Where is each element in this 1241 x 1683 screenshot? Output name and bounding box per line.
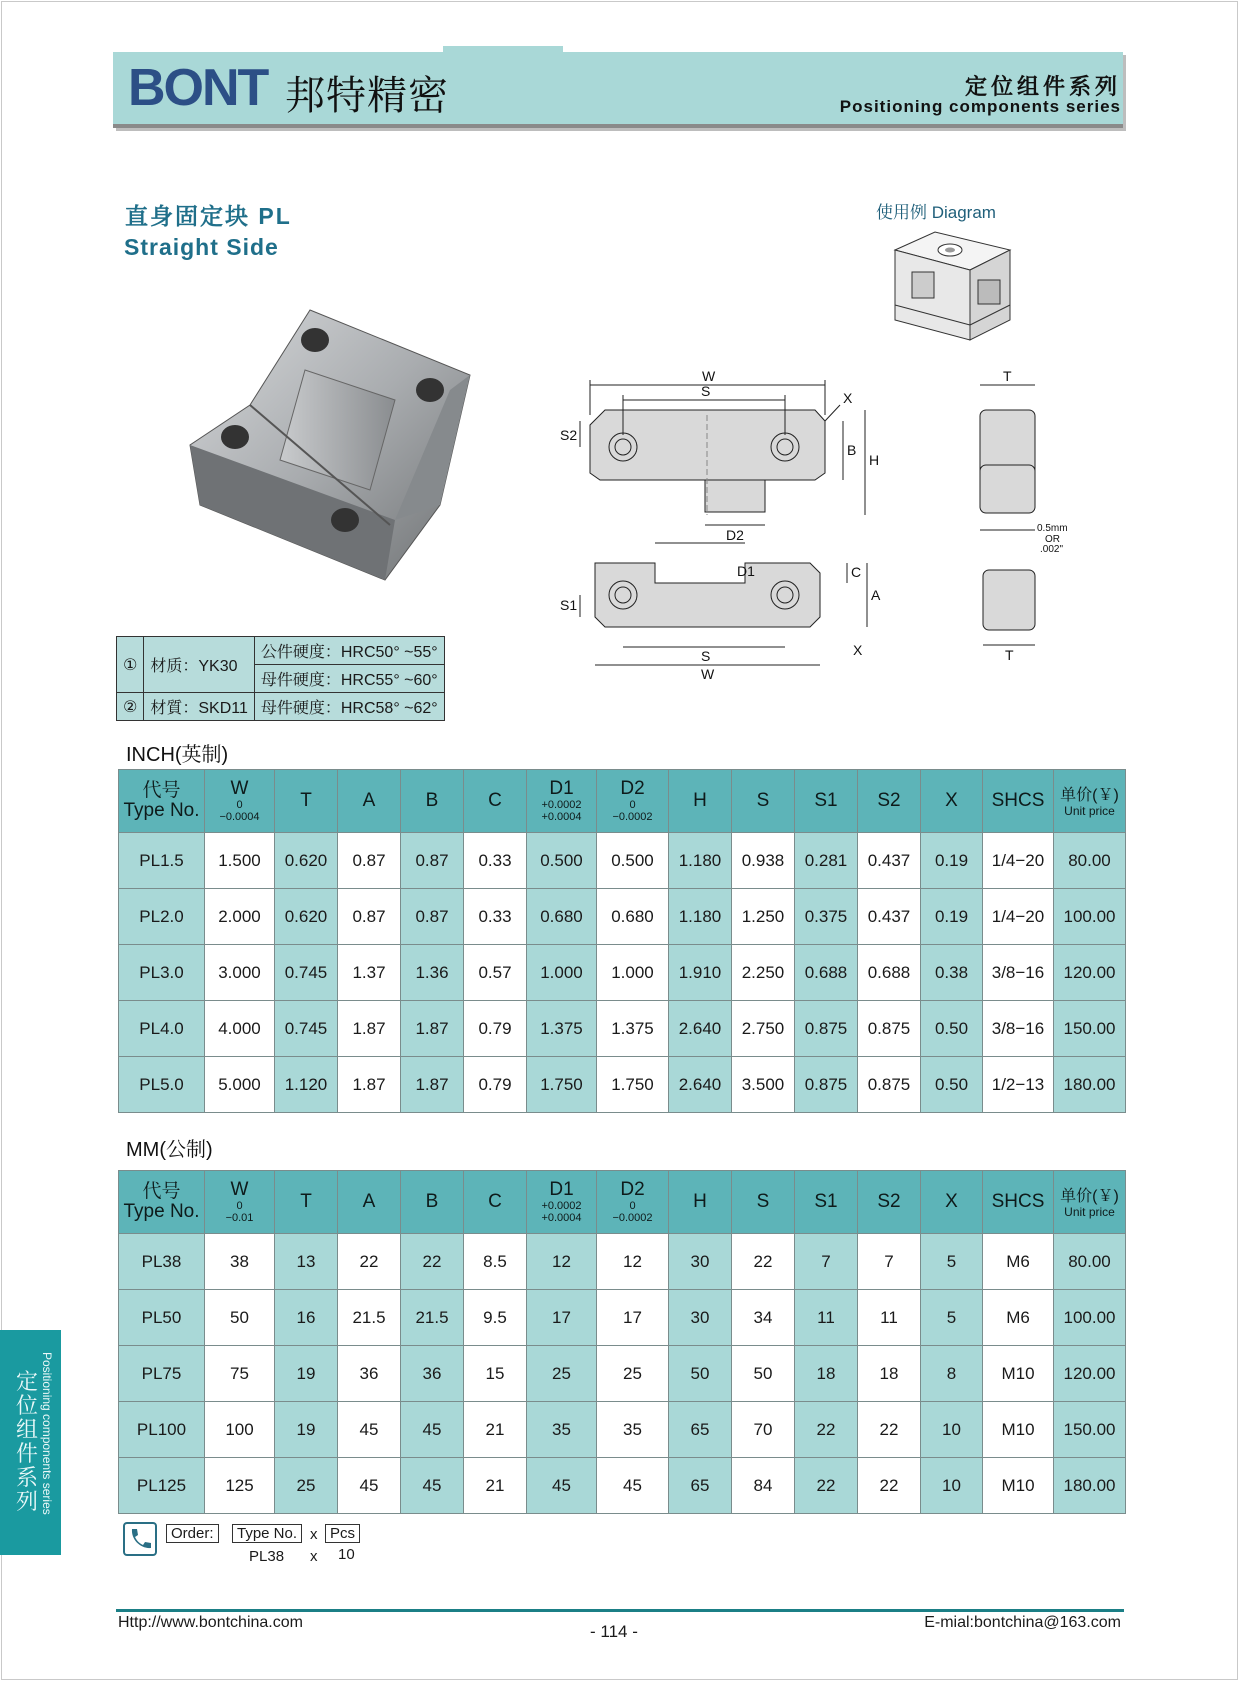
table-row xyxy=(119,1001,1126,1057)
table-cell: 100.00 xyxy=(1054,1290,1126,1346)
table-cell: 0.688 xyxy=(795,945,858,1001)
inch-section-label: INCH(英制) xyxy=(126,744,229,766)
table-cell: 0.79 xyxy=(464,1057,527,1113)
table-cell: M10 xyxy=(983,1402,1054,1458)
table-cell: 17 xyxy=(597,1290,669,1346)
table-cell: 22 xyxy=(795,1402,858,1458)
table-cell: 120.00 xyxy=(1054,1346,1126,1402)
table-cell: 0.19 xyxy=(921,833,983,889)
table-cell: 125 xyxy=(205,1458,275,1514)
table-cell: 1.250 xyxy=(732,889,795,945)
table-cell: 12 xyxy=(527,1234,597,1290)
table-cell: 0.620 xyxy=(275,833,338,889)
table-cell: 2.640 xyxy=(669,1057,732,1113)
table-cell: PL75 xyxy=(119,1346,205,1402)
table-cell: M10 xyxy=(983,1346,1054,1402)
table-cell: 1.375 xyxy=(597,1001,669,1057)
table-cell: 0.281 xyxy=(795,833,858,889)
table-cell: 30 xyxy=(669,1290,732,1346)
table-cell: 1.375 xyxy=(527,1001,597,1057)
table-cell: 50 xyxy=(732,1346,795,1402)
table-cell: 18 xyxy=(858,1346,921,1402)
col-w: W 0 −0.01 xyxy=(205,1171,275,1234)
table-cell: 45 xyxy=(401,1402,464,1458)
material-hardness: 母件硬度：HRC58° ~62° xyxy=(254,693,444,721)
table-cell: 7 xyxy=(858,1234,921,1290)
series-title-cn: 定位组件系列 xyxy=(964,74,1121,99)
table-cell: 9.5 xyxy=(464,1290,527,1346)
col-h: H xyxy=(669,770,732,833)
col-a: A xyxy=(338,770,401,833)
col-d2: D2 0 −0.0002 xyxy=(597,1171,669,1234)
col-s2: S2 xyxy=(858,770,921,833)
material-table xyxy=(116,636,445,721)
table-cell: 0.620 xyxy=(275,889,338,945)
table-cell: 30 xyxy=(669,1234,732,1290)
dim-gap-inch: .002" xyxy=(1040,544,1064,555)
table-cell: 1.750 xyxy=(597,1057,669,1113)
dim-x: X xyxy=(843,390,853,406)
col-w: W 0 −0.0004 xyxy=(205,770,275,833)
table-cell: 80.00 xyxy=(1054,1234,1126,1290)
table-cell: 21 xyxy=(464,1402,527,1458)
table-cell: 1.87 xyxy=(338,1057,401,1113)
table-cell: 1.910 xyxy=(669,945,732,1001)
table-cell: 1/2−13 xyxy=(983,1057,1054,1113)
dim-s2: S2 xyxy=(560,427,578,443)
table-cell: 8 xyxy=(921,1346,983,1402)
mm-table xyxy=(118,1170,1126,1514)
table-cell: 0.875 xyxy=(858,1001,921,1057)
table-cell: 13 xyxy=(275,1234,338,1290)
table-row xyxy=(119,1057,1126,1113)
dim-d2: D2 xyxy=(726,527,744,543)
table-cell: 50 xyxy=(669,1346,732,1402)
material-name: 材質：SKD11 xyxy=(144,693,255,721)
dim-s1: S1 xyxy=(560,597,578,613)
dim-gap: 0.5mm xyxy=(1037,523,1068,534)
table-cell: 0.500 xyxy=(527,833,597,889)
order-type-label: Type No. xyxy=(232,1524,302,1543)
col-s1: S1 xyxy=(795,770,858,833)
table-cell: 0.19 xyxy=(921,889,983,945)
table-cell: 5.000 xyxy=(205,1057,275,1113)
logo-text: BONT xyxy=(128,59,268,117)
order-pcs-label: Pcs xyxy=(325,1524,360,1543)
table-cell: 36 xyxy=(338,1346,401,1402)
col-price: 单价(￥) Unit price xyxy=(1054,1171,1126,1234)
table-cell: 25 xyxy=(527,1346,597,1402)
table-cell: 0.87 xyxy=(401,833,464,889)
table-cell: 0.50 xyxy=(921,1001,983,1057)
dim-w: W xyxy=(702,368,716,384)
table-cell: 34 xyxy=(732,1290,795,1346)
usage-diagram xyxy=(890,230,1015,345)
table-cell: 21 xyxy=(464,1458,527,1514)
dim-s-bottom: S xyxy=(701,648,711,664)
table-cell: 0.875 xyxy=(858,1057,921,1113)
col-s2: S2 xyxy=(858,1171,921,1234)
table-cell: 0.680 xyxy=(527,889,597,945)
table-cell: 2.750 xyxy=(732,1001,795,1057)
dim-c: C xyxy=(851,564,862,580)
table-cell: 25 xyxy=(597,1346,669,1402)
material-hardness: 公件硬度：HRC50° ~55° xyxy=(254,637,444,665)
table-cell: 4.000 xyxy=(205,1001,275,1057)
dim-t: T xyxy=(1003,368,1012,384)
table-cell: 100.00 xyxy=(1054,889,1126,945)
mm-section-label: MM(公制) xyxy=(126,1139,213,1161)
col-c: C xyxy=(464,770,527,833)
product-title-cn: 直身固定块 PL xyxy=(125,203,292,229)
table-cell: 0.87 xyxy=(338,833,401,889)
dim-gap-or: OR xyxy=(1045,534,1060,545)
table-cell: PL100 xyxy=(119,1402,205,1458)
table-cell: 19 xyxy=(275,1402,338,1458)
sidebar-title-cn: 定位组件系列 xyxy=(15,1369,38,1514)
table-row xyxy=(119,1402,1126,1458)
table-cell: 11 xyxy=(795,1290,858,1346)
brand-logo xyxy=(128,58,268,117)
table-cell: 1.000 xyxy=(527,945,597,1001)
table-cell: 0.57 xyxy=(464,945,527,1001)
table-cell: 45 xyxy=(401,1458,464,1514)
table-cell: 0.938 xyxy=(732,833,795,889)
table-cell: 0.500 xyxy=(597,833,669,889)
table-cell: 12 xyxy=(597,1234,669,1290)
table-cell: 45 xyxy=(338,1458,401,1514)
col-type: 代号 Type No. xyxy=(119,770,205,833)
table-cell: 150.00 xyxy=(1054,1001,1126,1057)
col-x: X xyxy=(921,1171,983,1234)
table-cell: 0.745 xyxy=(275,1001,338,1057)
table-cell: 120.00 xyxy=(1054,945,1126,1001)
col-a: A xyxy=(338,1171,401,1234)
table-row xyxy=(119,945,1126,1001)
table-cell: 1.120 xyxy=(275,1057,338,1113)
col-t: T xyxy=(275,1171,338,1234)
table-cell: 15 xyxy=(464,1346,527,1402)
table-cell: 0.437 xyxy=(858,889,921,945)
col-type: 代号 Type No. xyxy=(119,1171,205,1234)
dim-w-bottom: W xyxy=(701,666,715,682)
table-cell: 10 xyxy=(921,1402,983,1458)
table-cell: 3/8−16 xyxy=(983,945,1054,1001)
table-cell: 1.750 xyxy=(527,1057,597,1113)
table-cell: 0.375 xyxy=(795,889,858,945)
dim-x-bottom: X xyxy=(853,642,863,658)
col-s: S xyxy=(732,770,795,833)
col-d1: D1 +0.0002 +0.0004 xyxy=(527,770,597,833)
table-row xyxy=(119,833,1126,889)
table-cell: 3/8−16 xyxy=(983,1001,1054,1057)
table-cell: 5 xyxy=(921,1290,983,1346)
table-cell: PL2.0 xyxy=(119,889,205,945)
table-cell: 38 xyxy=(205,1234,275,1290)
table-cell: 36 xyxy=(401,1346,464,1402)
material-num: ② xyxy=(117,693,144,721)
footer-email[interactable]: E-mial:bontchina@163.com xyxy=(924,1614,1121,1631)
table-cell: 1.36 xyxy=(401,945,464,1001)
table-cell: 50 xyxy=(205,1290,275,1346)
table-cell: 0.87 xyxy=(338,889,401,945)
table-cell: 1/4−20 xyxy=(983,889,1054,945)
table-cell: 0.875 xyxy=(795,1057,858,1113)
table-cell: 25 xyxy=(275,1458,338,1514)
brand-name-cn: 邦特精密 xyxy=(285,73,449,119)
table-cell: 10 xyxy=(921,1458,983,1514)
table-cell: 0.87 xyxy=(401,889,464,945)
table-cell: 84 xyxy=(732,1458,795,1514)
col-s: S xyxy=(732,1171,795,1234)
table-cell: 3.000 xyxy=(205,945,275,1001)
phone-icon xyxy=(123,1522,157,1556)
dim-a: A xyxy=(871,587,881,603)
col-b: B xyxy=(401,1171,464,1234)
table-cell: 2.000 xyxy=(205,889,275,945)
col-b: B xyxy=(401,770,464,833)
table-cell: 5 xyxy=(921,1234,983,1290)
col-t: T xyxy=(275,770,338,833)
table-cell: 22 xyxy=(858,1458,921,1514)
dim-s: S xyxy=(701,383,711,399)
table-cell: 45 xyxy=(527,1458,597,1514)
table-cell: 0.50 xyxy=(921,1057,983,1113)
table-cell: 1.37 xyxy=(338,945,401,1001)
table-cell: M6 xyxy=(983,1234,1054,1290)
table-cell: 0.33 xyxy=(464,889,527,945)
table-cell: 19 xyxy=(275,1346,338,1402)
table-cell: 35 xyxy=(597,1402,669,1458)
table-cell: PL50 xyxy=(119,1290,205,1346)
series-title-en: Positioning components series xyxy=(839,97,1121,116)
table-cell: 21.5 xyxy=(401,1290,464,1346)
order-example-pcs: 10 xyxy=(338,1546,355,1563)
table-cell: PL125 xyxy=(119,1458,205,1514)
table-cell: 18 xyxy=(795,1346,858,1402)
table-cell: 7 xyxy=(795,1234,858,1290)
table-cell: 3.500 xyxy=(732,1057,795,1113)
table-cell: PL1.5 xyxy=(119,833,205,889)
dim-d1: D1 xyxy=(737,563,755,579)
table-cell: PL4.0 xyxy=(119,1001,205,1057)
table-cell: 65 xyxy=(669,1402,732,1458)
sidebar-title-en: Positioning components series xyxy=(40,1352,54,1515)
table-cell: 70 xyxy=(732,1402,795,1458)
table-row xyxy=(119,1458,1126,1514)
table-cell: 0.437 xyxy=(858,833,921,889)
footer-url[interactable]: Http://www.bontchina.com xyxy=(118,1614,303,1631)
col-shcs: SHCS xyxy=(983,770,1054,833)
table-cell: 2.640 xyxy=(669,1001,732,1057)
table-cell: 0.875 xyxy=(795,1001,858,1057)
table-row xyxy=(119,1290,1126,1346)
order-label: Order: xyxy=(166,1524,219,1543)
table-cell: PL3.0 xyxy=(119,945,205,1001)
table-cell: 0.33 xyxy=(464,833,527,889)
table-cell: 22 xyxy=(795,1458,858,1514)
page-number: - 114 - xyxy=(590,1622,638,1641)
table-cell: 17 xyxy=(527,1290,597,1346)
dim-t-bottom: T xyxy=(1005,647,1014,663)
material-hardness: 母件硬度：HRC55° ~60° xyxy=(254,665,444,693)
table-row xyxy=(119,1346,1126,1402)
dim-b: B xyxy=(847,442,857,458)
col-d2: D2 0 −0.0002 xyxy=(597,770,669,833)
table-cell: 22 xyxy=(858,1402,921,1458)
table-cell: 22 xyxy=(732,1234,795,1290)
table-cell: 1.000 xyxy=(597,945,669,1001)
order-example-x: x xyxy=(310,1548,318,1565)
table-cell: 22 xyxy=(338,1234,401,1290)
table-cell: 1.180 xyxy=(669,889,732,945)
table-cell: 11 xyxy=(858,1290,921,1346)
table-cell: 75 xyxy=(205,1346,275,1402)
table-cell: 1.180 xyxy=(669,833,732,889)
product-photo xyxy=(190,305,480,585)
table-cell: 150.00 xyxy=(1054,1402,1126,1458)
table-cell: 0.38 xyxy=(921,945,983,1001)
table-cell: PL38 xyxy=(119,1234,205,1290)
table-cell: 0.79 xyxy=(464,1001,527,1057)
table-cell: 1.87 xyxy=(401,1001,464,1057)
table-cell: 1/4−20 xyxy=(983,833,1054,889)
order-x: x xyxy=(310,1526,318,1543)
table-cell: M6 xyxy=(983,1290,1054,1346)
technical-drawing xyxy=(560,355,1100,710)
col-shcs: SHCS xyxy=(983,1171,1054,1234)
material-num: ① xyxy=(117,637,144,693)
table-cell: 180.00 xyxy=(1054,1057,1126,1113)
table-cell: 16 xyxy=(275,1290,338,1346)
diagram-label: 使用例 Diagram xyxy=(876,203,996,222)
table-cell: M10 xyxy=(983,1458,1054,1514)
table-cell: 0.688 xyxy=(858,945,921,1001)
table-cell: 100 xyxy=(205,1402,275,1458)
col-h: H xyxy=(669,1171,732,1234)
table-row xyxy=(119,889,1126,945)
col-s1: S1 xyxy=(795,1171,858,1234)
table-cell: 1.87 xyxy=(401,1057,464,1113)
table-cell: 65 xyxy=(669,1458,732,1514)
table-cell: 2.250 xyxy=(732,945,795,1001)
table-cell: 1.87 xyxy=(338,1001,401,1057)
table-row xyxy=(119,1234,1126,1290)
table-cell: 180.00 xyxy=(1054,1458,1126,1514)
table-cell: 0.745 xyxy=(275,945,338,1001)
table-cell: 45 xyxy=(338,1402,401,1458)
table-cell: 8.5 xyxy=(464,1234,527,1290)
table-cell: 45 xyxy=(597,1458,669,1514)
table-cell: 0.680 xyxy=(597,889,669,945)
order-example-type: PL38 xyxy=(249,1548,285,1565)
col-c: C xyxy=(464,1171,527,1234)
inch-table xyxy=(118,769,1126,1113)
table-cell: 35 xyxy=(527,1402,597,1458)
col-price: 单价(￥) Unit price xyxy=(1054,770,1126,833)
material-name: 材质：YK30 xyxy=(144,637,255,693)
footer-divider xyxy=(116,1609,1124,1612)
product-title-en: Straight Side xyxy=(124,234,279,260)
table-cell: 80.00 xyxy=(1054,833,1126,889)
table-cell: 22 xyxy=(401,1234,464,1290)
table-cell: 21.5 xyxy=(338,1290,401,1346)
table-cell: PL5.0 xyxy=(119,1057,205,1113)
table-cell: 1.500 xyxy=(205,833,275,889)
col-d1: D1 +0.0002 +0.0004 xyxy=(527,1171,597,1234)
col-x: X xyxy=(921,770,983,833)
dim-h: H xyxy=(869,452,880,468)
